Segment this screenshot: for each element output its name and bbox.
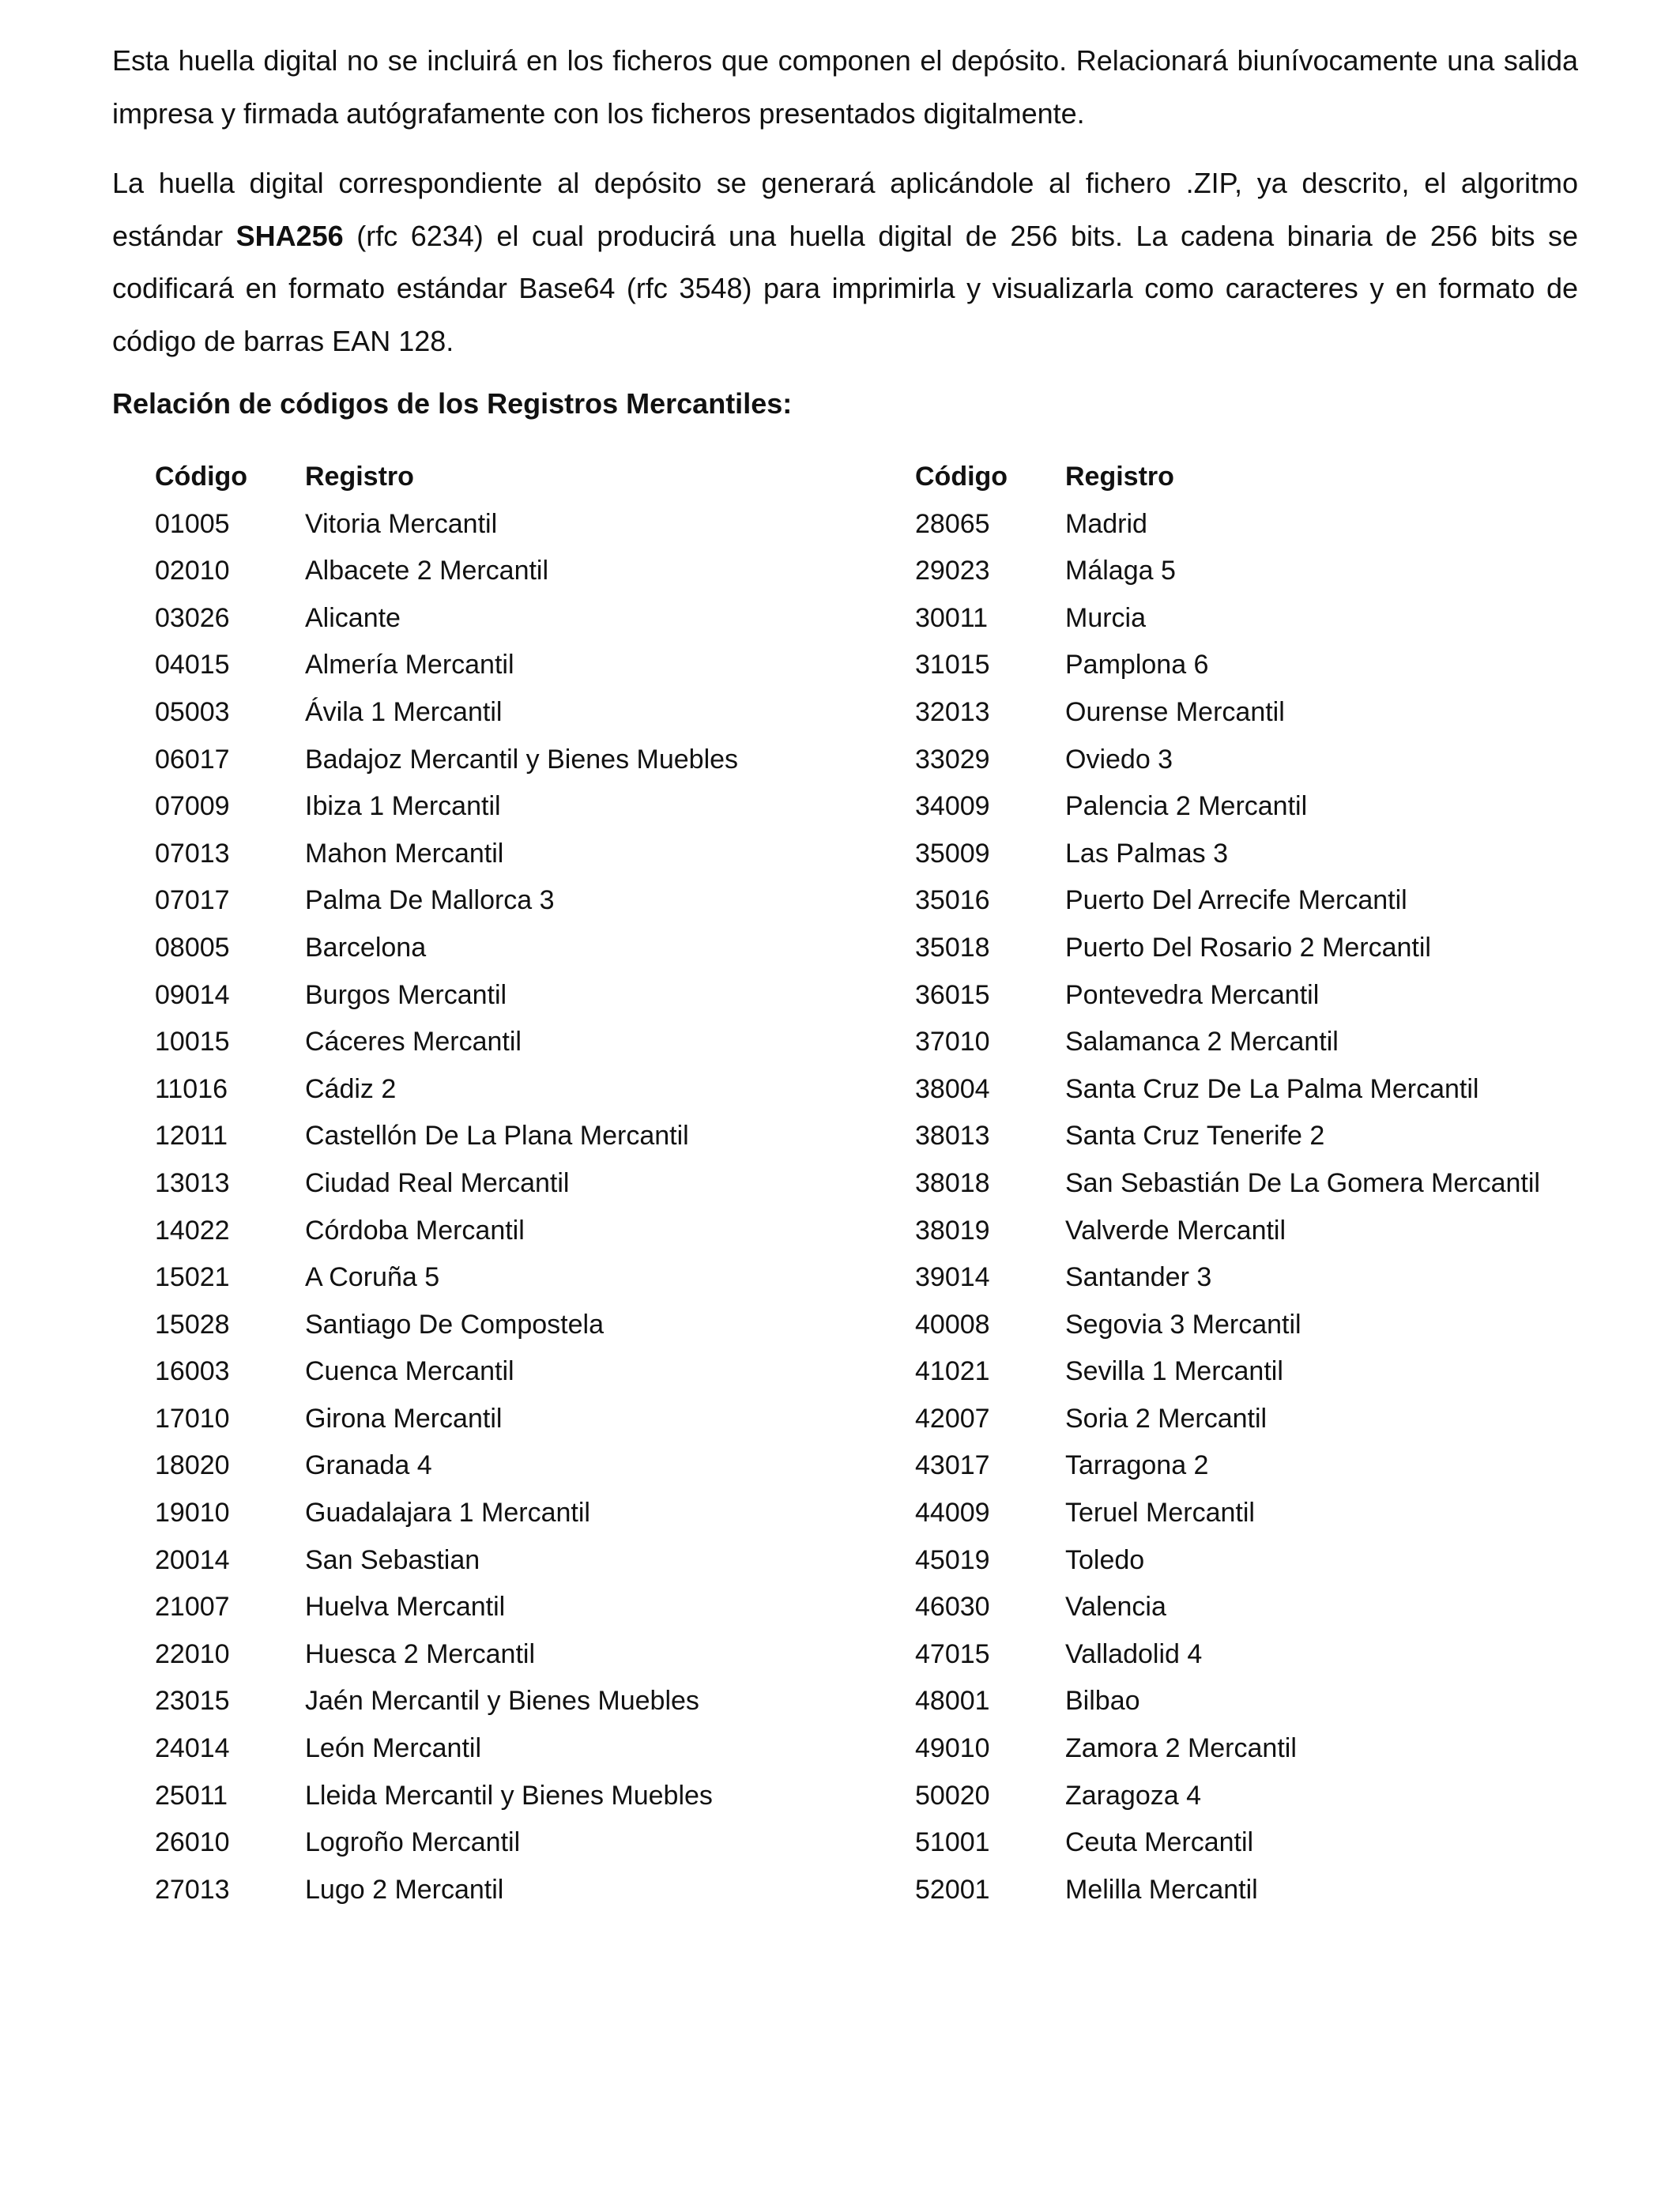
registry-name: Murcia [1065,602,1147,633]
registry-code: 42007 [915,1403,990,1434]
registry-code: 30011 [915,602,989,633]
registry-name: Barcelona [305,932,427,963]
column-header-code: Código [155,462,248,492]
registry-code: 16003 [155,1356,230,1387]
registry-code: 46030 [915,1592,990,1623]
paragraph-text-part2: (rfc 6234) el cual producirá una huella digital de 256 bits. La cadena binaria de 256 bits se codificará en formato estándar Base64 (rfc 3548) para imprimirla y visualizarla como caracteres y en formato de código de barras EAN 128. [112,219,1578,357]
registry-code: 45019 [915,1544,990,1575]
registry-code: 05003 [155,696,230,727]
column-header-registry: Registro [305,462,414,492]
paragraph-text-part1: La huella digital correspondiente al depósito se generará aplicándole al fichero .ZIP, ya descrito, el algoritmo estándar [112,167,1578,252]
registry-name: Valencia [1065,1592,1166,1623]
registry-code: 02010 [155,556,230,586]
registry-code: 36015 [915,979,990,1010]
registry-code: 13013 [155,1167,230,1198]
paragraph-digital-fingerprint: Esta huella digital no se incluirá en los ficheros que componen el depósito. Relacionará biunívocamente una salida impresa y firmada autógrafamente con los ficheros presentados digitalmente. [112,44,1578,130]
registry-name: Mahon Mercantil [305,838,504,869]
registry-name: Palma De Mallorca 3 [305,885,555,916]
registry-code: 38004 [915,1073,990,1104]
registry-name: Oviedo 3 [1065,744,1173,775]
registry-name: Sevilla 1 Mercantil [1065,1356,1283,1387]
registry-code: 28065 [915,508,990,539]
registry-code: 07013 [155,838,230,869]
registry-name: Castellón De La Plana Mercantil [305,1121,689,1152]
registry-code: 32013 [915,696,990,727]
registry-code: 38018 [915,1167,990,1198]
registry-name: Zaragoza 4 [1065,1780,1201,1811]
registry-name: Badajoz Mercantil y Bienes Muebles [305,744,739,775]
registry-name: Cuenca Mercantil [305,1356,514,1387]
registry-code: 25011 [155,1780,228,1811]
registry-name: San Sebastian [305,1544,480,1575]
registry-name: Jaén Mercantil y Bienes Muebles [305,1686,699,1717]
registry-code: 19010 [155,1498,230,1529]
registry-name: Madrid [1065,508,1147,539]
registry-name: Teruel Mercantil [1065,1498,1255,1529]
registry-name: Ceuta Mercantil [1065,1827,1254,1858]
registry-code: 23015 [155,1686,230,1717]
registry-name: Almería Mercantil [305,650,514,680]
registry-code: 01005 [155,508,230,539]
registry-name: Girona Mercantil [305,1403,503,1434]
registry-code: 35016 [915,885,990,916]
registry-name: Burgos Mercantil [305,979,507,1010]
registry-code: 47015 [915,1638,990,1669]
registry-name: Segovia 3 Mercantil [1065,1309,1301,1340]
registry-name: Granada 4 [305,1450,432,1481]
registry-code: 38019 [915,1215,990,1246]
registry-name: Tarragona 2 [1065,1450,1209,1481]
registry-name: León Mercantil [305,1733,482,1764]
registry-name: Córdoba Mercantil [305,1215,525,1246]
registry-name: Bilbao [1065,1686,1140,1717]
registry-code: 38013 [915,1121,990,1152]
registry-code: 15028 [155,1309,230,1340]
registry-name: A Coruña 5 [305,1262,440,1293]
registry-code: 35009 [915,838,990,869]
registry-code: 37010 [915,1027,990,1057]
registry-name: Logroño Mercantil [305,1827,521,1858]
registry-code: 17010 [155,1403,230,1434]
registry-code: 29023 [915,556,990,586]
registry-code: 15021 [155,1262,230,1293]
registry-name: Ávila 1 Mercantil [305,696,503,727]
registry-name: Santander 3 [1065,1262,1212,1293]
registry-name: Santa Cruz De La Palma Mercantil [1065,1073,1479,1104]
registry-code: 09014 [155,979,230,1010]
registry-code: 14022 [155,1215,230,1246]
registry-name: Las Palmas 3 [1065,838,1228,869]
registry-code: 43017 [915,1450,990,1481]
registry-code: 35018 [915,932,990,963]
registry-code: 03026 [155,602,230,633]
registry-code: 22010 [155,1638,230,1669]
registry-name: San Sebastián De La Gomera Mercantil [1065,1167,1540,1198]
registry-code: 33029 [915,744,990,775]
registry-code: 07009 [155,791,230,822]
registry-name: Huesca 2 Mercantil [305,1638,536,1669]
registry-code: 26010 [155,1827,230,1858]
registry-code: 06017 [155,744,230,775]
registry-name: Ciudad Real Mercantil [305,1167,570,1198]
registry-name: Pamplona 6 [1065,650,1209,680]
registry-name: Alicante [305,602,401,633]
registry-code: 08005 [155,932,230,963]
paragraph-sha256-description [112,157,1578,368]
registry-name: Melilla Mercantil [1065,1874,1258,1905]
registry-code: 11016 [155,1073,228,1104]
column-header-code: Código [915,462,1008,492]
registry-codes-heading: Relación de códigos de los Registros Mercantiles: [112,387,793,420]
registry-name: Ourense Mercantil [1065,696,1285,727]
registry-name: Cáceres Mercantil [305,1027,522,1057]
registry-code: 39014 [915,1262,990,1293]
registry-code: 41021 [915,1356,990,1387]
registry-name: Valverde Mercantil [1065,1215,1286,1246]
registry-code: 49010 [915,1733,990,1764]
registry-name: Lugo 2 Mercantil [305,1874,504,1905]
registry-name: Puerto Del Rosario 2 Mercantil [1065,932,1431,963]
registry-name: Toledo [1065,1544,1145,1575]
registry-name: Valladolid 4 [1065,1638,1203,1669]
registry-name: Pontevedra Mercantil [1065,979,1320,1010]
sha256-bold-term: SHA256 [235,219,344,252]
registry-name: Salamanca 2 Mercantil [1065,1027,1339,1057]
registry-name: Lleida Mercantil y Bienes Muebles [305,1780,713,1811]
registry-code: 07017 [155,885,230,916]
registry-code: 52001 [915,1874,990,1905]
registry-code: 51001 [915,1827,990,1858]
registry-code: 04015 [155,650,230,680]
registry-code: 24014 [155,1733,230,1764]
registry-name: Santiago De Compostela [305,1309,605,1340]
registry-name: Ibiza 1 Mercantil [305,791,501,822]
registry-code: 34009 [915,791,990,822]
registry-name: Vitoria Mercantil [305,508,498,539]
registry-code: 21007 [155,1592,230,1623]
registry-code: 48001 [915,1686,990,1717]
registry-name: Palencia 2 Mercantil [1065,791,1308,822]
registry-code: 44009 [915,1498,990,1529]
registry-code: 12011 [155,1121,228,1152]
registry-name: Albacete 2 Mercantil [305,556,549,586]
registry-name: Málaga 5 [1065,556,1176,586]
registry-code: 20014 [155,1544,230,1575]
registry-code: 10015 [155,1027,230,1057]
registry-code: 18020 [155,1450,230,1481]
registry-name: Guadalajara 1 Mercantil [305,1498,590,1529]
registry-code: 40008 [915,1309,990,1340]
registry-name: Puerto Del Arrecife Mercantil [1065,885,1407,916]
registry-name: Zamora 2 Mercantil [1065,1733,1297,1764]
registry-name: Cádiz 2 [305,1073,397,1104]
registry-code: 31015 [915,650,990,680]
registry-name: Soria 2 Mercantil [1065,1403,1268,1434]
registry-code: 27013 [155,1874,230,1905]
registry-name: Huelva Mercantil [305,1592,506,1623]
registry-code: 50020 [915,1780,990,1811]
column-header-registry: Registro [1065,462,1174,492]
registry-name: Santa Cruz Tenerife 2 [1065,1121,1325,1152]
